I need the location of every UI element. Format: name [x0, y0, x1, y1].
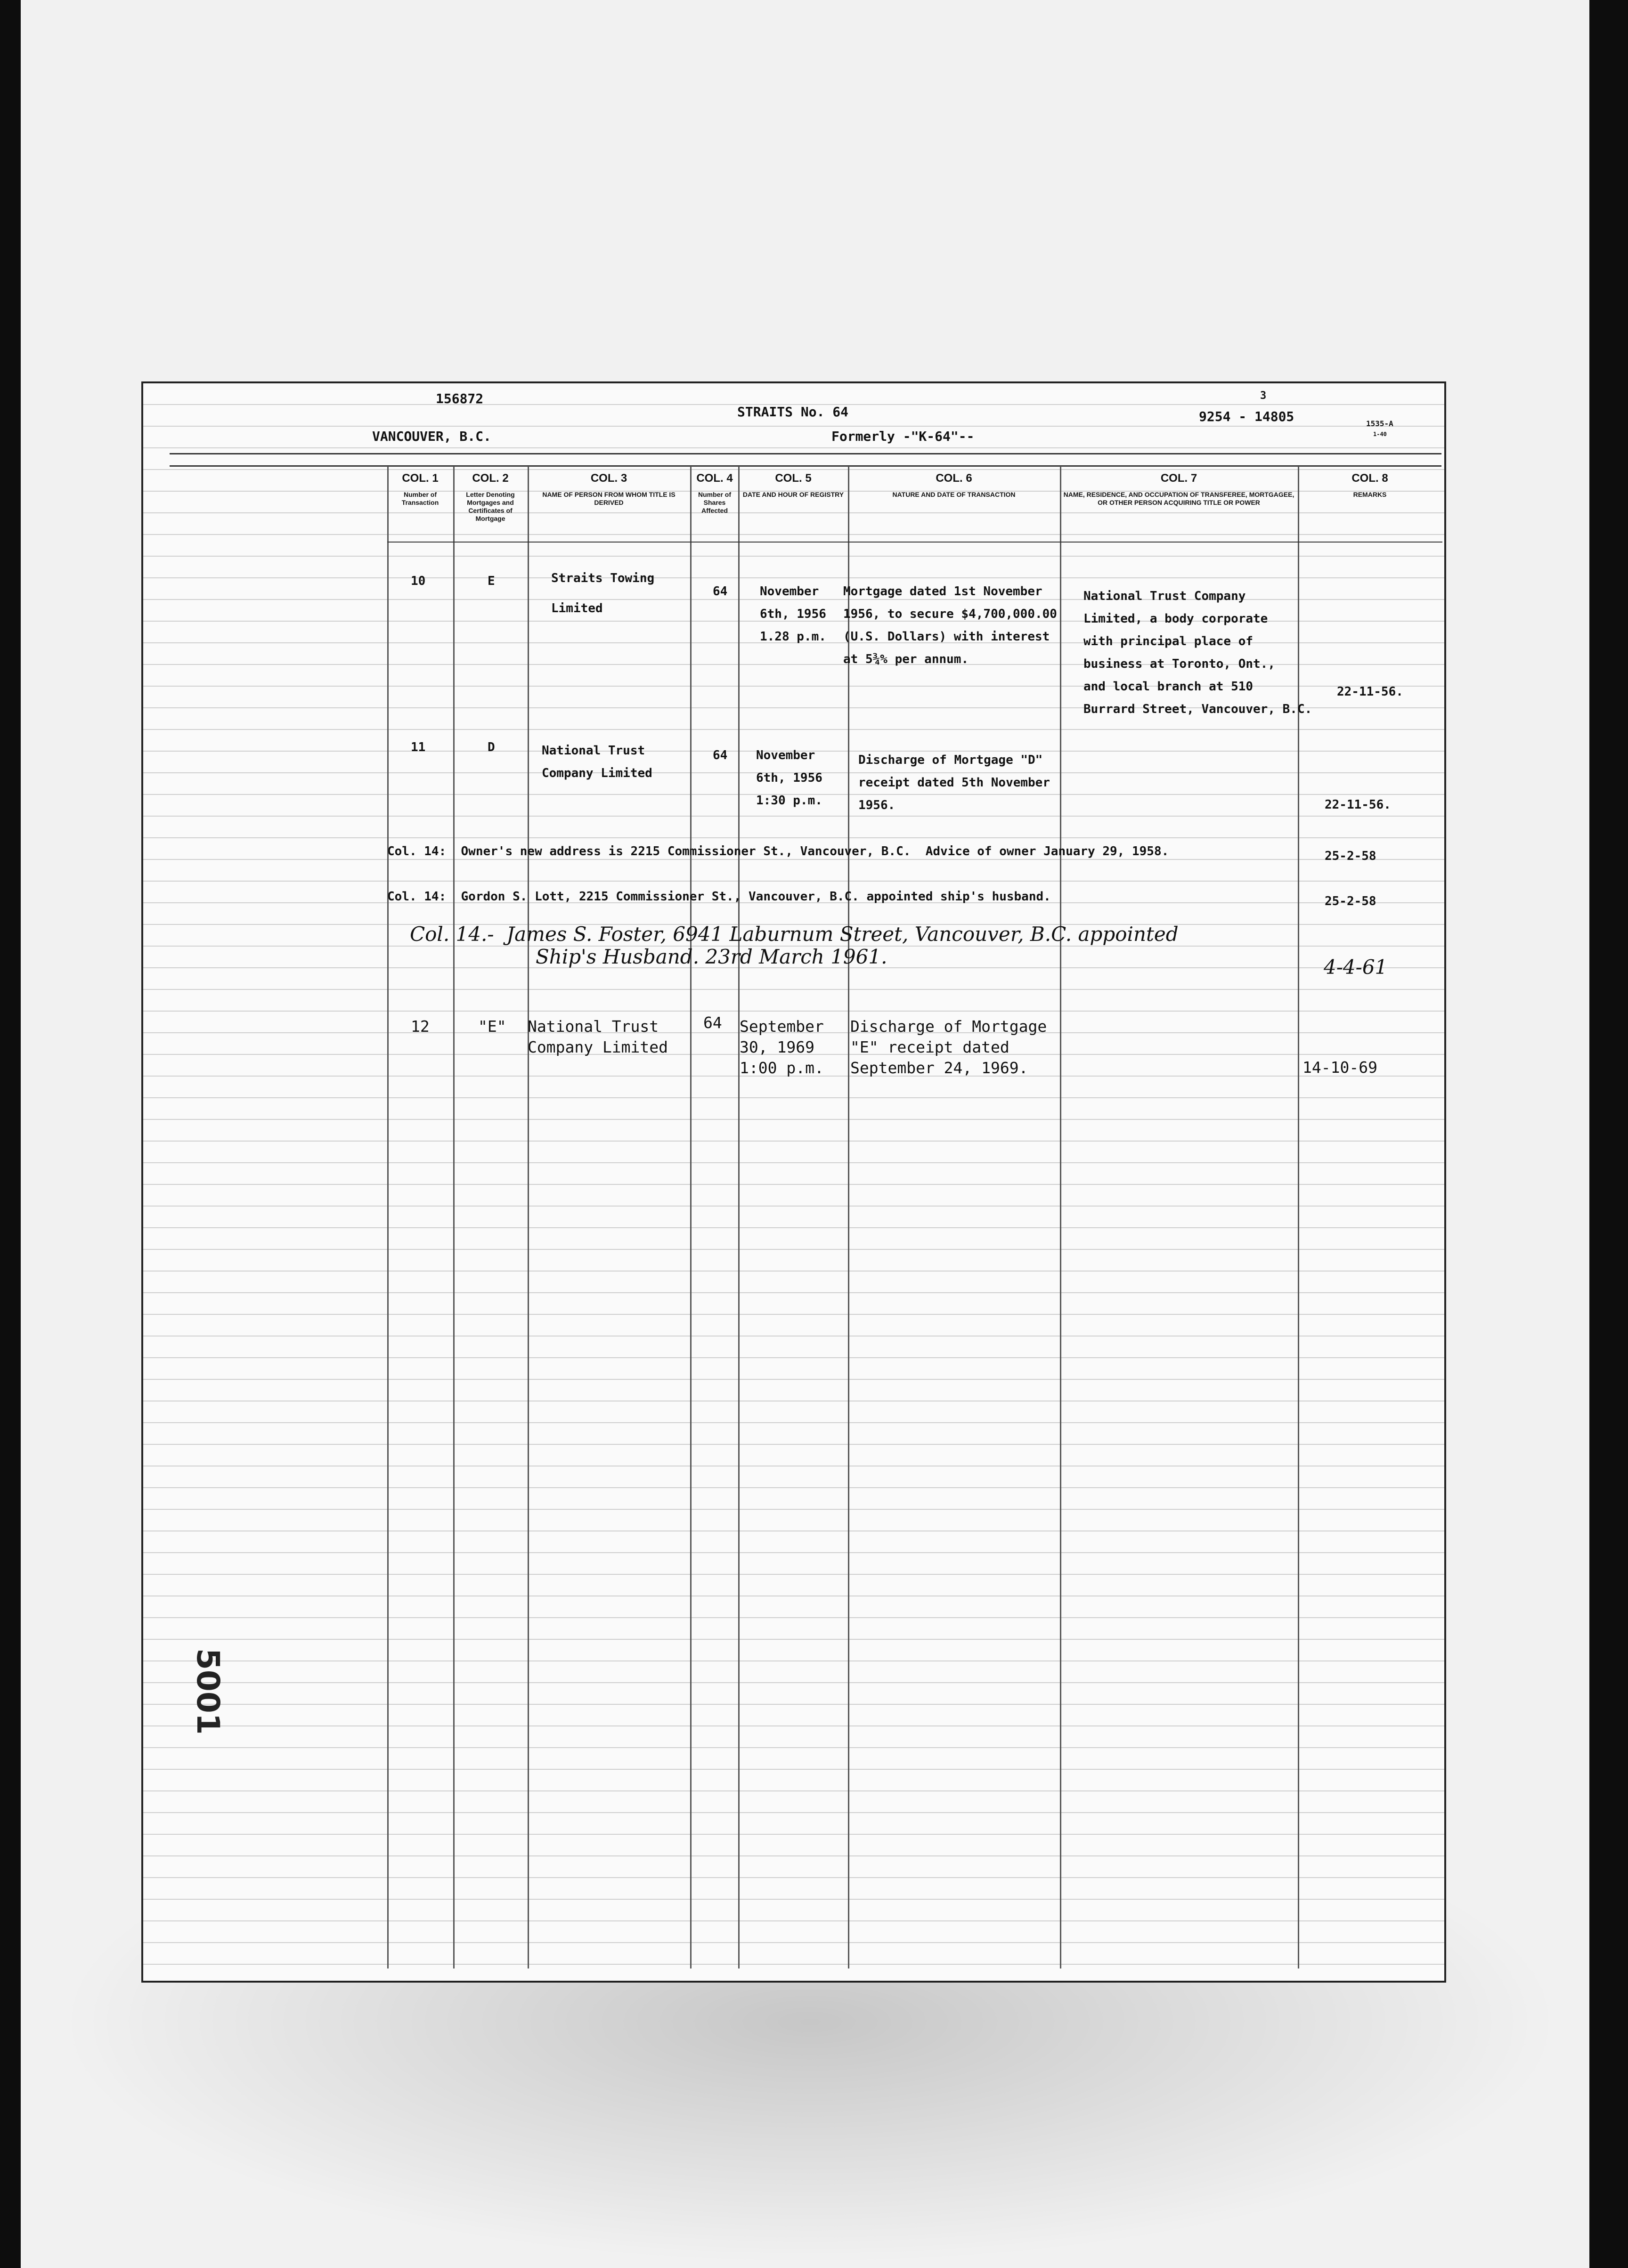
col14-remarks: 25-2-58	[1325, 894, 1376, 908]
form-number: 1535-A	[1366, 419, 1393, 428]
entry-letter: "E"	[478, 1017, 506, 1036]
former-name: Formerly -"K-64"--	[831, 429, 975, 444]
entry-remarks: 22-11-56.	[1337, 685, 1403, 699]
entry-nature: Discharge of Mortgage "E" receipt dated September 24, 1969.	[850, 1017, 1047, 1077]
margin-number: 5001	[190, 1648, 226, 1735]
column-rule	[387, 466, 389, 1968]
column-rule	[848, 466, 849, 1968]
entry-letter: E	[488, 574, 495, 588]
column-header-rule	[387, 542, 1442, 543]
column-header-1: COL. 1 Number of Transaction	[401, 472, 439, 506]
column-rule	[528, 466, 529, 1968]
entry-from: National Trust Company Limited	[528, 1017, 668, 1056]
column-rule	[453, 466, 455, 1968]
column-rule	[738, 466, 740, 1968]
column-rule	[1060, 466, 1061, 1968]
handwritten-note: Col. 14.- James S. Foster, 6941 Laburnum Street, Vancouver, B.C. appointed Ship's Husband. 23rd March 1961.	[410, 923, 1179, 968]
entry-from: Straits Towing Limited	[551, 571, 655, 616]
column-header-6: COL. 6 NATURE AND DATE OF TRANSACTION	[892, 472, 1016, 498]
col14-remarks: 25-2-58	[1325, 849, 1376, 863]
port-of-registry: VANCOUVER, B.C.	[372, 429, 491, 444]
entry-nature: Mortgage dated 1st November 1956, to secure $4,700,000.00 (U.S. Dollars) with interest at 5¾% per annum.	[843, 584, 1057, 666]
column-rule	[690, 466, 692, 1968]
register-reference: 9254 - 14805	[1199, 409, 1294, 424]
vessel-name: STRAITS No. 64	[737, 404, 849, 420]
handwritten-remarks: 4-4-61	[1324, 956, 1388, 979]
form-sub-number: 1-40	[1373, 431, 1387, 437]
col14-note: Col. 14: Owner's new address is 2215 Commissioner St., Vancouver, B.C. Advice of owner January 29, 1958.	[387, 844, 1169, 859]
official-number: 156872	[436, 391, 484, 406]
entry-remarks: 14-10-69	[1302, 1058, 1377, 1077]
column-header-5: COL. 5 DATE AND HOUR OF REGISTRY	[742, 472, 844, 498]
entry-number: 12	[411, 1017, 430, 1036]
column-header-7: COL. 7 NAME, RESIDENCE, AND OCCUPATION OF TRANSFEREE, MORTGAGEE, OR OTHER PERSON ACQUIRING TITLE OR POWER	[1063, 472, 1294, 506]
entry-number: 11	[411, 740, 426, 754]
column-header-4: COL. 4 Number of Shares Affected	[696, 472, 733, 514]
entry-registry: September 30, 1969 1:00 p.m.	[740, 1017, 824, 1077]
entry-letter: D	[488, 740, 495, 754]
entry-registry: November 6th, 1956 1:30 p.m.	[756, 748, 822, 808]
entry-shares: 64	[703, 1013, 722, 1032]
col14-note: Col. 14: Gordon S. Lott, 2215 Commissioner St., Vancouver, B.C. appointed ship's husband.	[387, 890, 1051, 904]
entry-from: National Trust Company Limited	[542, 744, 652, 780]
entry-number: 10	[411, 574, 426, 588]
page-superscript: 3	[1260, 390, 1267, 402]
column-header-8: COL. 8 REMARKS	[1351, 472, 1388, 498]
entry-acquirer: National Trust Company Limited, a body corporate with principal place of business at Toronto, Ont., and local branch at 510 Burrard Street, Vancouver, B.C.	[1083, 589, 1312, 716]
entry-nature: Discharge of Mortgage "D" receipt dated 5th November 1956.	[858, 753, 1050, 812]
column-header-2: COL. 2 Letter Denoting Mortgages and Certificates of Mortgage	[466, 472, 515, 522]
entry-shares: 64	[713, 584, 728, 599]
entry-shares: 64	[713, 748, 728, 762]
entry-registry: November 6th, 1956 1.28 p.m.	[760, 584, 826, 644]
header-rule	[170, 465, 1441, 467]
entry-remarks: 22-11-56.	[1325, 798, 1391, 812]
header-rule	[170, 453, 1441, 454]
column-header-3: COL. 3 NAME OF PERSON FROM WHOM TITLE IS DERIVED	[542, 472, 676, 506]
